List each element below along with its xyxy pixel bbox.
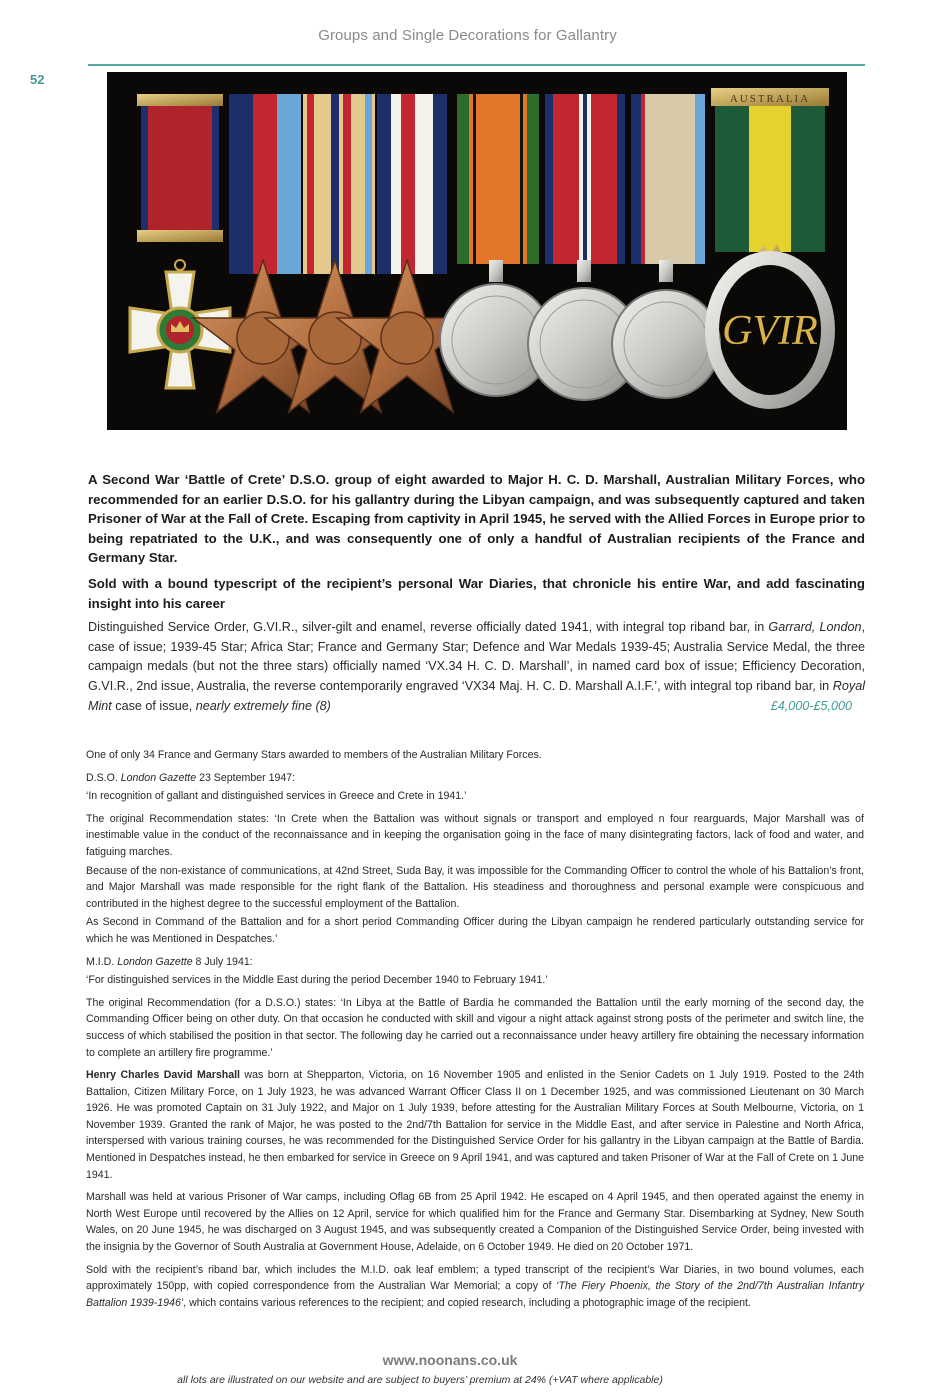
dso-gazette-line: D.S.O. London Gazette 23 September 1947: (86, 771, 296, 784)
footer-note: all lots are illustrated on our website and are subject to buyers’ premium at 24% (+VAT where applicable) (177, 1374, 663, 1386)
australia-service-ribbon (631, 94, 705, 264)
recipient-name: Henry Charles David Marshall (86, 1069, 240, 1082)
footer-website-link[interactable]: www.noonans.co.uk (382, 1352, 518, 1368)
biography-paragraph: Henry Charles David Marshall was born at Shepparton, Victoria, on 16 November 1905 and enlisted in the Senior Cadets on 1 July 1919. Posted to the 24th Battalion, Citizen Military Force, on 1 July 1923, he was advanced Warrant Officer Class II on 1 December 1925, and was commissioned Lieutenant on 30 March 1926. He was promoted Captain on 31 July 1922, and Major on 1 July 1939, before attesting for the Australian Military Forces at South Melbourne, Victoria, on 1 November 1939. Granted the rank of Major, he was posted to the 2nd/7th Battalion for service in the Middle East, and after service in Palestine and North Africa, interspersed with various training courses, he was recommended for the Distinguished Service Order for his gallantry in the Libyan campaign at the Battle of Bardia. Mentioned in Despatches instead, he then embarked for service in Greece on 9 April 1941, and was captured and taken Prisoner of War at the Fall of Crete on 1 June 1941. (86, 1069, 864, 1181)
medal-group-photo (107, 72, 847, 430)
dso-citation: ‘In recognition of gallant and distinguished services in Greece and Crete in 1941.’ (86, 790, 467, 803)
note-paragraph: One of only 34 France and Germany Stars awarded to members of the Australian Military Forces. (86, 749, 542, 761)
1939-45-star-ribbon (229, 94, 301, 274)
recommendation-paragraph: The original Recommendation (for a D.S.O.) states: ‘In Libya at the Battle of Bardia he commanded the Battalion until the early morning of the second day, the Commanding Officer being on other duty. On that occasion he conducted with skill and vigour a night attack against strong posts of the perimeter and switch line, the success of which stabilised the position in that sector. The following day he carried out a reconnaissance under heavy artillery fire obtaining the necessary information to complete an artillery fire programme.’ (86, 996, 864, 1059)
africa-star-ribbon (303, 94, 375, 274)
mid-gazette-line: M.I.D. London Gazette 8 July 1941: (86, 955, 253, 968)
lot-details: Distinguished Service Order, G.VI.R., silver-gilt and enamel, reverse officially dated 1941, with integral top riband bar, in Garrard, London, case of issue; 1939-45 Star; Africa Star; France and Germany Star; Defence and War Medals 1939-45; Australia Service Medal, the three campaign medals (but not the three stars) officially named ‘VX.34 H. C. D. Marshall’, in named card box of issue; Efficiency Decoration, G.VI.R., 2nd issue, Australia, the reverse contemporarily engraved ‘VX34 Maj. H. C. D. Marshall A.I.F.’, with integral top riband bar, in Royal Mint case of issue, nearly extremely fine (8) (88, 620, 865, 713)
efficiency-decoration (712, 244, 828, 402)
pow-paragraph: Marshall was held at various Prisoner of War camps, including Oflag 6B from 25 April 1942. He escaped on 4 April 1945, and then operated against the enemy in North West Europe until recovered by the Allies on 12 April, service for which qualified him for the France and Germany Star. Disembarking at Sydney, New South Wales, on 20 June 1945, he was discharged on 3 August 1945, and was subsequently created a Companion of the Distinguished Service Order, being invested with the insignia by the Governor of South Australia at Government House, Adelaide, on 6 October 1949. He died on 20 October 1971. (86, 1191, 864, 1254)
lot-notes (86, 747, 864, 1313)
efficiency-decoration-ribbon (711, 88, 829, 252)
sold-with-paragraph: Sold with the recipient’s riband bar, which includes the M.I.D. oak leaf emblem; a typed transcript of the recipient’s War Diaries, in two bound volumes, each approximately 150pp, with copied correspondence from the Australian War Memorial; a copy of ‘The Fiery Phoenix, the Story of the 2nd/7th Australian Infantry Battalion 1939-1946’, which contains various references to the recipient; and copied research, including a photographic image of the recipient. (86, 1263, 864, 1309)
recommendation-paragraph: The original Recommendation states: ‘In Crete when the Battalion was without signals or transport and employed n four rearguards, Major Marshall was of inestimable value in the conduct of the reconnaissance and in keeping the organisation going in the face of many disintegrating factors, lack of food and water, and fatiguing marches. (86, 812, 864, 858)
lot-estimate: £4,000-£5,000 (765, 697, 852, 717)
lot-condition: nearly extremely fine (8) (195, 698, 331, 713)
australia-service-medal (612, 260, 720, 398)
page-number: 52 (30, 72, 45, 87)
france-germany-star-ribbon (377, 94, 447, 274)
recommendation-paragraph: As Second in Command of the Battalion and for a short period Commanding Officer during the Libyan campaign he rendered particularly outstanding service for which he was Mentioned in Despatches.’ (86, 916, 864, 945)
clasp-text: AUSTRALIA (729, 93, 811, 105)
recommendation-paragraph: Because of the non-existance of communications, at 42nd Street, Suda Bay, it was impossible for the Commanding Officer to control the whole of his Battalion’s front, and Major Marshall was made responsible for the right flank of the Battalion. His steadiness and thoroughness and personal example were conspicuous and contributed in the highest degree to the successful employment of the Battalion. (86, 864, 864, 910)
war-medal-ribbon (545, 94, 625, 264)
lot-subtitle: Sold with a bound typescript of the recipient’s personal War Diaries, that chronicle his entire War, and add fascinating insight into his career (88, 575, 865, 611)
cypher-text: GVIR (722, 308, 818, 354)
dso-ribbon (137, 94, 223, 242)
lot-title: A Second War ‘Battle of Crete’ D.S.O. group of eight awarded to Major H. C. D. Marshall, Australian Military Forces, who recommended for an earlier D.S.O. for his gallantry during the Libyan campaign, and was subsequently captured and taken Prisoner of War at the Fall of Crete. Escaping from captivity in April 1945, he served with the Allied Forces in Europe prior to being repatriated to the U.K., and was consequently one of only a handful of Australian recipients of the France and Germany Star. (88, 472, 865, 566)
medal-group-illustration (107, 72, 847, 430)
mid-citation: ‘For distinguished services in the Middle East during the period December 1940 to February 1941.’ (86, 974, 548, 987)
running-header: Groups and Single Decorations for Gallantry (318, 27, 617, 44)
defence-medal-ribbon (457, 94, 539, 264)
lot-description (88, 470, 865, 716)
header-rule (88, 64, 865, 66)
